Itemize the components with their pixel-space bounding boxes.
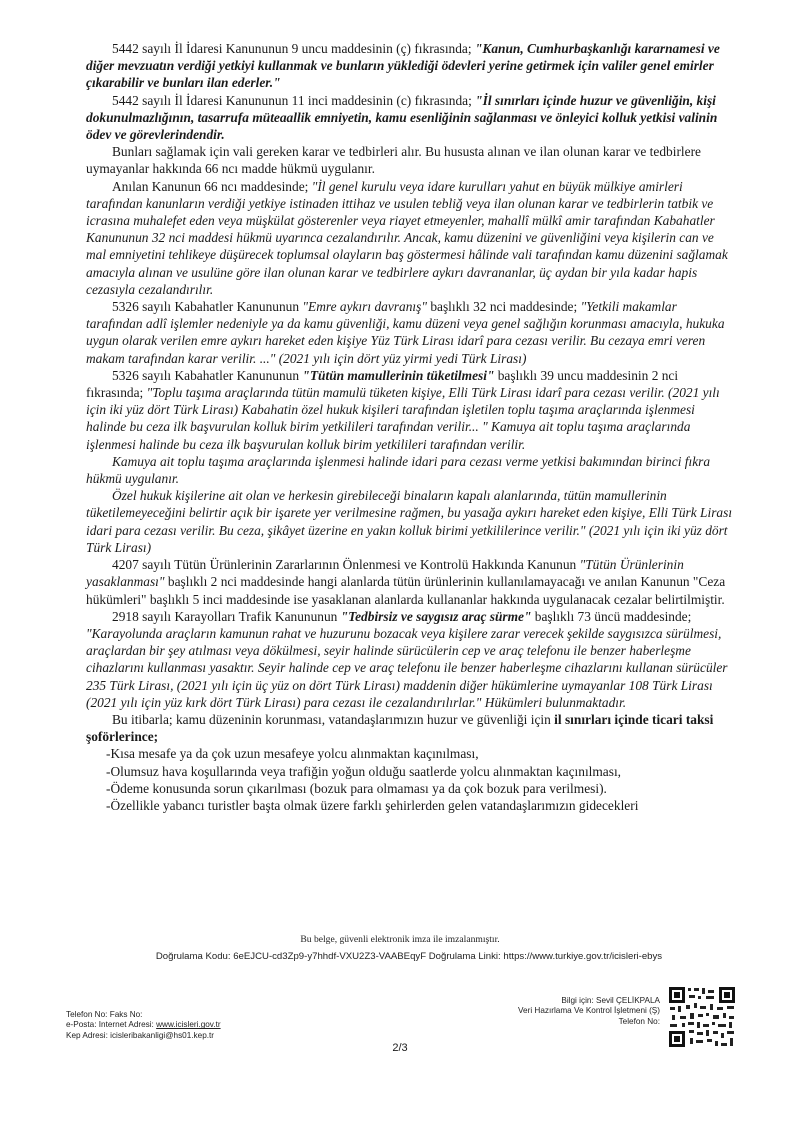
quoted-law-text: "Yetkili makamlar tarafından adlî işlemler nedeniyle ya da kamu güvenliği, kamu düzeni veya genel sağlığın korunması amacıyla, hukuka uygun olarak verilen emre aykırı hareket eden kişiye Yüz Türk Lirası idarî para cezası verilir. Bu cezaya emri veren makam tarafından karar verilir. ..." (2021 yılı için dört yüz yirmi yedi Türk Lirası) bbox=[86, 299, 725, 366]
paragraph-text: 4207 sayılı Tütün Ürünlerinin Zararlarının Önlenmesi ve Kontrolü Hakkında Kanunun bbox=[112, 557, 580, 573]
paragraph-text: başlıklı 2 nci maddesinde hangi alanlarda tütün ürünlerinin kullanılamayacağı ve anılan Kanunun "Ceza hükümleri" başlıklı 5 inci maddesinde ise yasaklanan alanlarda kullananlar hakkında uygulanacak cezalar belirtilmiştir. bbox=[86, 574, 726, 607]
qr-code-icon bbox=[668, 986, 736, 1048]
quoted-law-text: "İl genel kurulu veya idare kurulları yahut en büyük mülkiye amirleri tarafından kanunların verdiği yetkiye istinaden ittihaz ve usulen tebliğ veya ilan olunan karar ve tedbirlerin tatbik ve icrasına muhalefet eden veya müşkülat gösterenler veya riayet etmeyenler, mahallî mülkî amir tarafından Kabahatler Kanununun 32 nci maddesi hükmü uyarınca cezalandırılır. Ancak, kamu düzenini ve güvenliğini veya kişilerin can ve mal emniyetini tehlikeye düşürecek toplumsal olayların baş göstermesi hâlinde vali tarafından kamu düzenini sağlamak amacıyla alınan ve usulüne göre ilan olunan karar ve tedbirlere aykırı davrananlar, üç aydan bir yıla kadar hapis cezasıyla cezalandırılır. bbox=[86, 178, 728, 297]
info-phone: Telefon No: bbox=[618, 1016, 660, 1026]
website-link[interactable]: www.icisleri.gov.tr bbox=[156, 1020, 221, 1030]
list-item: -Özellikle yabancı turistler başta olmak üzere farklı şehirlerden gelen vatandaşlarımızın gidecekleri bbox=[106, 797, 639, 813]
article-title: "Tütün Ürünlerinin yasaklanması" bbox=[86, 557, 684, 590]
paragraph-text: başlıklı 32 nci maddesinde; bbox=[426, 299, 581, 315]
article-title: "Tütün mamullerinin tüketilmesi" bbox=[302, 367, 495, 383]
esign-note: Bu belge, güvenli elektronik imza ile imzalanmıştır. bbox=[300, 934, 500, 945]
emphasis-text: il sınırları içinde ticari taksi şoförlerince; bbox=[86, 711, 714, 745]
verify-code-label: Doğrulama Kodu: bbox=[155, 951, 231, 962]
article-title: "Emre aykırı davranış" bbox=[302, 299, 427, 315]
info-block bbox=[518, 996, 660, 1027]
email-web: e-Posta: Internet Adresi: www.icisleri.gov.tr bbox=[66, 1020, 221, 1030]
document-body bbox=[86, 40, 734, 814]
paragraph-5442-9 bbox=[86, 40, 734, 92]
paragraph-5326-32 bbox=[86, 298, 734, 367]
paragraph-article-66 bbox=[86, 178, 734, 298]
list-item: -Olumsuz hava koşullarında veya trafiğin yoğun olduğu saatlerde yolcu alınmaktan kaçınılması, bbox=[106, 763, 622, 779]
paragraph-text: 5326 sayılı Kabahatler Kanununun bbox=[112, 367, 303, 383]
paragraph-5326-39 bbox=[86, 367, 734, 453]
quoted-law-text: "Kanun, Cumhurbaşkanlığı kararnamesi ve diğer mevzuatın verdiği yetkiyi kullanmak ve bunların yüklediği ödevleri yerine getirmek için valiler genel emirler çıkarabilir ve bunları ilan ederler." bbox=[86, 41, 720, 91]
paragraph-public-transport: Kamuya ait toplu taşıma araçlarında işlenmesi halinde idari para cezası verme yetkisi bakımından birinci fıkra hükmü uygulanır. bbox=[86, 453, 711, 487]
quoted-law-text: "İl sınırları içinde huzur ve güvenliğin, kişi dokunulmazlığının, tasarrufa müteaallik emniyetin, kamu esenliğinin sağlanması ve önleyici kolluk yetkisi valinin ödev ve görevlerindendir. bbox=[86, 92, 718, 143]
paragraph-private-buildings: Özel hukuk kişilerine ait olan ve herkesin girebileceği binaların kapalı alanlarında, tütün mamullerinin tüketilemeyeceğini belirtir açık bir işarete yer verilmesine rağmen, bu yasağa aykırı hareket eden kişiye, Elli Türk Lirası idari para cezası verilir. Bu ceza, şikâyet üzerine en yakın kolluk birimi yetkililerince verilir." (2021 yılı için iki yüz dört Türk Lirası) bbox=[86, 488, 733, 555]
paragraph-text: 5442 sayılı İl İdaresi Kanununun 11 inci maddesinin (c) fıkrasında; bbox=[112, 92, 476, 108]
verify-link-label: Doğrulama Linki: bbox=[428, 951, 501, 962]
paragraph-2918-73 bbox=[86, 608, 734, 711]
paragraph-text: Anılan Kanunun 66 ncı maddesinde; bbox=[112, 178, 312, 194]
article-title: "Tedbirsiz ve saygısız araç sürme" bbox=[340, 608, 532, 624]
verify-code: 6eEJCU-cd3Zp9-y7hhdf-VXU2Z3-VAABEqyF bbox=[233, 951, 427, 962]
list-item: -Ödeme konusunda sorun çıkarılması (bozuk para olmaması ya da çok bozuk para verilmesi). bbox=[106, 780, 607, 796]
quoted-law-text: "Karayolunda araçların kamunun rahat ve huzurunu bozacak veya kişilere zarar verecek şekilde saygısızca sürülmesi, araçlardan bir şey atılması veya dökülmesi, seyir halinde sürücülerin cep ve araç telefonu ile benzer haberleşme cihazlarını kullanması yasaktır. Seyir halinde cep ve araç telefonu ile benzer haberleşme cihazlarını kullanan sürücüler 235 Türk Lirası, (2021 yılı için üç yüz on dört Türk Lirası) maddenin diğer hükümlerine uymayanlar 108 Türk Lirası (2021 yılı için yüz kırk dört Türk Lirası) para cezası ile cezalandırılırlar." Hükümleri bulunmaktadır. bbox=[86, 625, 728, 710]
kep-address: Kep Adresi: icisleribakanligi@hs01.kep.tr bbox=[66, 1030, 215, 1040]
quoted-law-text: "Toplu taşıma araçlarında tütün mamulü tüketen kişiye, Elli Türk Lirası idarî para cezası verilir. (2021 yılı için iki yüz dört Türk Lirası) Kabahatin özel hukuk kişileri tarafından işletilen toplu taşıma araçlarında işlenmesi halinde bu ceza ilk başvurulan kolluk birim yetkilileri tarafından verilir... " Kamuya ait toplu taşıma araçlarında işlenmesi halinde bu ceza ilk başvurulan kolluk birim yetkilileri tarafından verilir. bbox=[86, 385, 720, 452]
info-unit: Veri Hazırlama Ve Kontrol İşletmeni (Ş) bbox=[518, 1006, 660, 1016]
paragraph-text: 2918 sayılı Karayolları Trafik Kanununun bbox=[112, 608, 341, 624]
phone-fax: Telefon No: Faks No: bbox=[66, 1010, 143, 1019]
list-item: -Kısa mesafe ya da çok uzun mesafeye yolcu alınmaktan kaçınılması, bbox=[106, 746, 479, 762]
paragraph-conclusion bbox=[86, 711, 734, 745]
verify-link[interactable]: https://www.turkiye.gov.tr/icisleri-ebys bbox=[503, 951, 663, 962]
paragraph-governor-measures: Bunları sağlamak için vali gereken karar ve tedbirleri alır. Bu hususta alınan ve ilan olunan karar ve tedbirlere uymayanlar hakkında 66 ncı madde hükmü uygulanır. bbox=[86, 144, 701, 177]
verification-line bbox=[84, 951, 734, 962]
page-number: 2/3 bbox=[392, 1042, 408, 1054]
paragraph-4207 bbox=[86, 556, 734, 608]
paragraph-text: 5326 sayılı Kabahatler Kanununun bbox=[112, 299, 303, 315]
paragraph-5442-11 bbox=[86, 92, 734, 144]
paragraph-text: Bu itibarla; kamu düzeninin korunması, vatandaşlarımızın huzur ve güvenliği için bbox=[112, 711, 555, 727]
contact-block bbox=[66, 1010, 221, 1041]
paragraph-text: başlıklı 39 uncu maddesinin 2 nci fıkrasında; bbox=[86, 367, 679, 401]
paragraph-text: başlıklı 73 üncü maddesinde; bbox=[531, 608, 692, 624]
paragraph-text: 5442 sayılı İl İdaresi Kanununun 9 uncu maddesinin (ç) fıkrasında; bbox=[112, 41, 475, 56]
info-contact: Bilgi için: Sevil ÇELİKPALA bbox=[561, 996, 660, 1005]
